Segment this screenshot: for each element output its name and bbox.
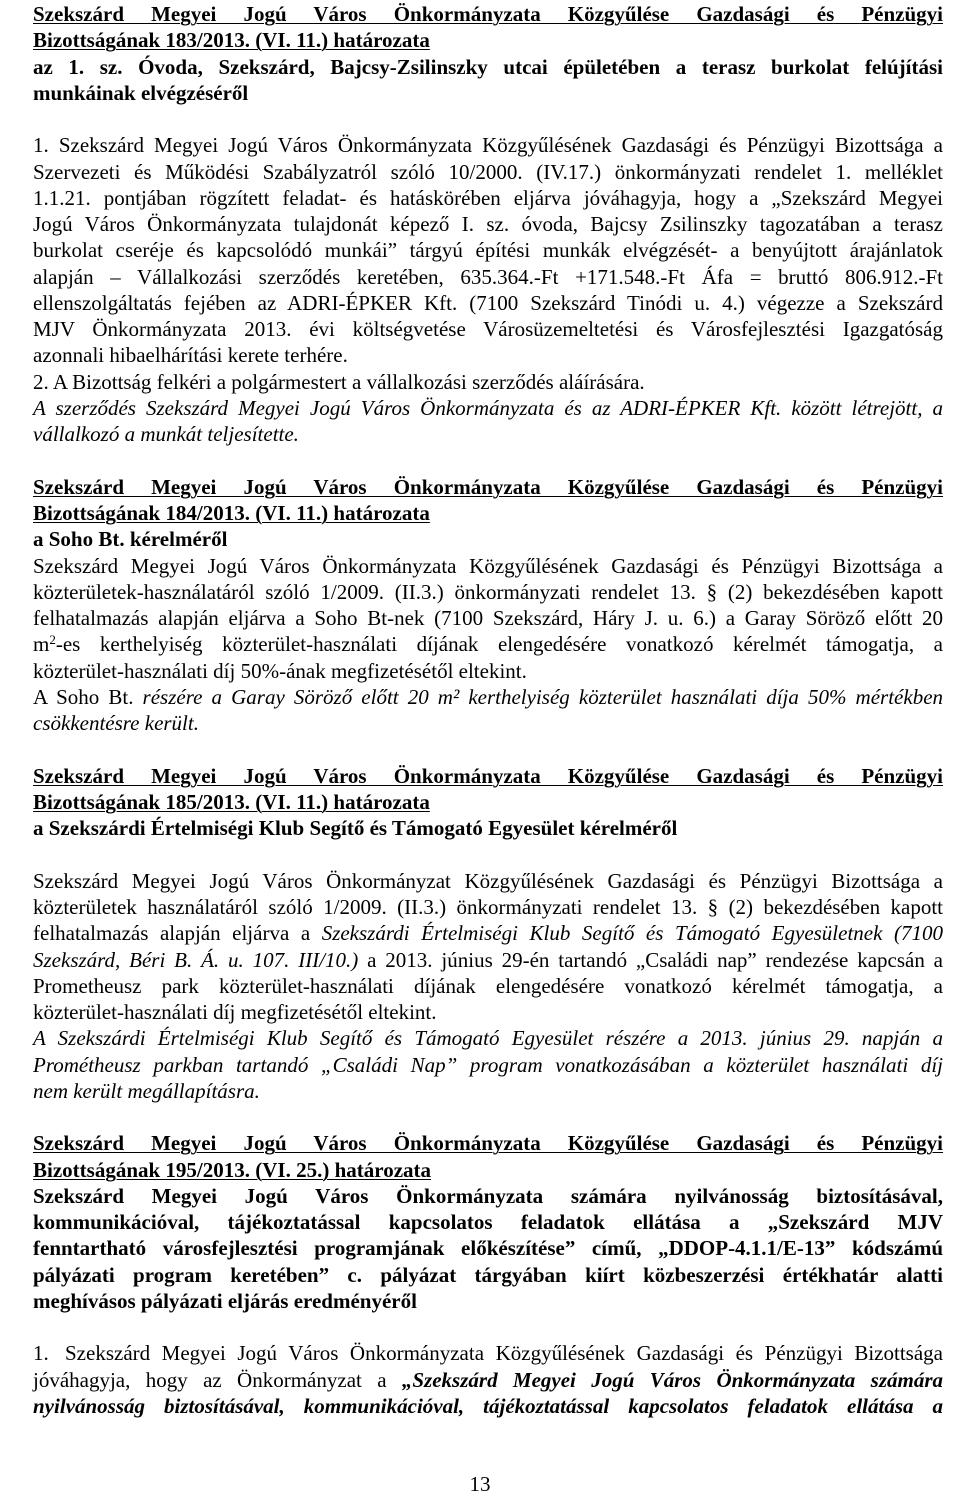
resolution-body-line: nyilvánosság biztosításával, kommunikációval, tájékoztatással kapcsolatos feladatok ellátása a — [33, 1393, 943, 1418]
document-page — [33, 1, 943, 1419]
resolution-note-line: Prométheusz parkban tartandó „Családi Nap” program vonatkozásában a közterület használati díj — [33, 1052, 943, 1077]
resolution-subject-line: meghívásos pályázati eljárás eredményéről — [33, 1288, 417, 1313]
resolution-section-185 — [33, 763, 943, 1104]
superscript-text: 2 — [49, 632, 56, 648]
page-number: 13 — [469, 1472, 491, 1496]
resolution-section-184 — [33, 474, 943, 737]
resolution-note-line: A Szekszárdi Értelmiségi Klub Segítő és Támogató Egyesület részére a 2013. június 29. napján a — [33, 1026, 943, 1051]
resolution-subject-line: kommunikációval, tájékoztatással kapcsolatos feladatok ellátása a „Szekszárd MJV — [33, 1210, 943, 1235]
text-run: a 2013. június 29-én tartandó „Családi nap” rendezése kapcsán a — [358, 947, 943, 972]
resolution-subject-line: a Soho Bt. kérelméről — [33, 527, 228, 552]
resolution-subject-line: Szekszárd Megyei Jogú Város Önkormányzata számára nyilvánosság biztosításával, — [33, 1183, 943, 1208]
resolution-body-line: közterületek használatáról szóló 1/2009. (II.3.) önkormányzati rendelet 13. § (2) bekezdésében kapott — [33, 894, 943, 919]
resolution-body-line: Szervezeti és Működési Szabályzatról szóló 10/2000. (IV.17.) önkormányzati rendelet 1. melléklet — [33, 159, 943, 184]
resolution-note-line: csökkentésre került. — [33, 711, 199, 736]
resolution-body-line — [33, 947, 943, 973]
resolution-heading-line: Bizottságának 184/2013. (VI. 11.) határozata — [33, 501, 430, 526]
resolution-body-line: 2. A Bizottság felkéri a polgármestert a vállalkozási szerződés aláírására. — [33, 369, 645, 394]
resolution-body-line: közterület-használati díj 50%-ának megfizetésétől eltekint. — [33, 658, 527, 683]
resolution-body-line: 1.1.21. pontjában rögzített feladat- és hatáskörében eljárva jóváhagyja, hogy a „Szekszárd Megyei — [33, 185, 943, 210]
italic-text: Szekszárd, Béri B. Á. u. 107. III/10.) — [33, 947, 359, 972]
resolution-heading-line: Bizottságának 185/2013. (VI. 11.) határozata — [33, 789, 430, 814]
resolution-section-195 — [33, 1130, 943, 1419]
resolution-note-line: nem került megállapításra. — [33, 1078, 260, 1103]
resolution-body-line: Szekszárd Megyei Jogú Város Önkormányzat Közgyűlésének Gazdasági és Pénzügyi Bizottsága a — [33, 868, 943, 893]
text-run: A Soho Bt. — [33, 684, 134, 709]
resolution-subject-line: munkáinak elvégzéséről — [33, 80, 249, 105]
resolution-heading-line: Szekszárd Megyei Jogú Város Önkormányzata Közgyűlése Gazdasági és Pénzügyi — [33, 2, 943, 26]
list-number: 1. — [33, 1341, 49, 1366]
text-run: m — [33, 632, 50, 657]
resolution-body-line: Szekszárd Megyei Jogú Város Önkormányzata Közgyűlésének Gazdasági és Pénzügyi Bizottsága a — [33, 553, 943, 578]
text-run: -es kerthelyiség közterület-használati díjának elengedésére vonatkozó kérelmét támogatja, a — [55, 632, 943, 657]
resolution-body-line: alapján – Vállalkozási szerződés keretében, 635.364.-Ft +171.548.-Ft Áfa = bruttó 806.912.-Ft — [33, 264, 943, 289]
resolution-note-line — [33, 684, 943, 710]
resolution-body-line: 1. Szekszárd Megyei Jogú Város Önkormányzata Közgyűlésének Gazdasági és Pénzügyi Bizottsága a — [33, 133, 943, 158]
resolution-subject-line: fenntartható városfejlesztési programjának előkészítése” című, „DDOP-4.1.1/E-13” kódszámú — [33, 1236, 943, 1261]
resolution-body-line: burkolat cseréje és kapcsolódó munkái” tárgyú építési munkák elvégzését- a benyújtott árajánlatok — [33, 238, 943, 263]
resolution-note-line: A szerződés Szekszárd Megyei Jogú Város Önkormányzata és az ADRI-ÉPKER Kft. között létrejött, a — [33, 395, 943, 420]
text-run: felhatalmazás alapján eljárva a — [33, 921, 322, 946]
resolution-body-line: közterületek-használatáról szóló 1/2009. (II.3.) önkormányzati rendelet 13. § (2) bekezdésében kapott — [33, 579, 943, 604]
resolution-subject-line: pályázati program keretében” c. pályázat tárgyában kiírt közbeszerzési értékhatár alatti — [33, 1262, 943, 1287]
resolution-section-183 — [33, 1, 943, 448]
resolution-subject-line: a Szekszárdi Értelmiségi Klub Segítő és Támogató Egyesület kérelméről — [33, 816, 678, 841]
resolution-body-line: Jogú Város Önkormányzata tulajdonát képező I. sz. óvoda, Bajcsy Zsilinszky tagozatában a terasz — [33, 212, 943, 237]
resolution-body-line: ellenszolgáltatás fejében az ADRI-ÉPKER Kft. (7100 Szekszárd Tinódi u. 4.) végezze a Szekszárd — [33, 290, 943, 315]
blank-line — [33, 106, 943, 132]
bold-italic-text: „Szekszárd Megyei Jogú Város Önkormányzata számára — [401, 1367, 944, 1392]
resolution-heading-line: Bizottságának 195/2013. (VI. 25.) határozata — [33, 1157, 432, 1182]
resolution-note-line: vállalkozó a munkát teljesítette. — [33, 422, 299, 447]
resolution-heading-line: Szekszárd Megyei Jogú Város Önkormányzata Közgyűlése Gazdasági és Pénzügyi — [33, 763, 943, 788]
resolution-body-line: felhatalmazás alapján eljárva a Soho Bt-nek (7100 Szekszárd, Háry J. u. 6.) a Garay Söröző előtt 20 — [33, 606, 943, 631]
resolution-subject-line: az 1. sz. Óvoda, Szekszárd, Bajcsy-Zsilinszky utcai épületében a terasz burkolat felújítási — [33, 54, 943, 79]
resolution-heading-line: Szekszárd Megyei Jogú Város Önkormányzata Közgyűlése Gazdasági és Pénzügyi — [33, 1131, 943, 1156]
italic-text: Szekszárdi Értelmiségi Klub Segítő és Támogató Egyesületnek (7100 — [321, 921, 943, 946]
resolution-body-line — [33, 631, 943, 657]
resolution-body-line — [33, 1367, 943, 1393]
blank-line — [33, 448, 943, 474]
italic-text: részére a Garay Söröző előtt 20 m² kerthelyiség közterület használati díja 50% mértékben — [133, 684, 944, 709]
resolution-body-line: Prometheusz park közterület-használati díjának elengedésére vonatkozó kérelmét támogatja, a — [33, 973, 943, 998]
resolution-body-line — [33, 920, 943, 946]
resolution-body-line: azonnali hibaelhárítási kerete terhére. — [33, 343, 348, 368]
text-run: Szekszárd Megyei Jogú Város Önkormányzata Közgyűlésének Gazdasági és Pénzügyi Bizottsága — [65, 1341, 943, 1366]
blank-line — [33, 736, 943, 762]
resolution-body-line: MJV Önkormányzata 2013. évi költségvetése Városüzemeltetési és Városfejlesztési Igazgatóság — [33, 317, 943, 342]
blank-line — [33, 1314, 943, 1340]
resolution-heading-line: Bizottságának 183/2013. (VI. 11.) határozata — [33, 28, 430, 53]
blank-line — [33, 841, 943, 867]
resolution-body-line — [33, 1340, 943, 1366]
blank-line — [33, 1104, 943, 1130]
resolution-heading-line: Szekszárd Megyei Jogú Város Önkormányzata Közgyűlése Gazdasági és Pénzügyi — [33, 474, 943, 499]
resolution-body-line: közterület-használati díj megfizetésétől eltekint. — [33, 1000, 437, 1025]
text-run: jóváhagyja, hogy az Önkormányzat a — [33, 1367, 402, 1392]
